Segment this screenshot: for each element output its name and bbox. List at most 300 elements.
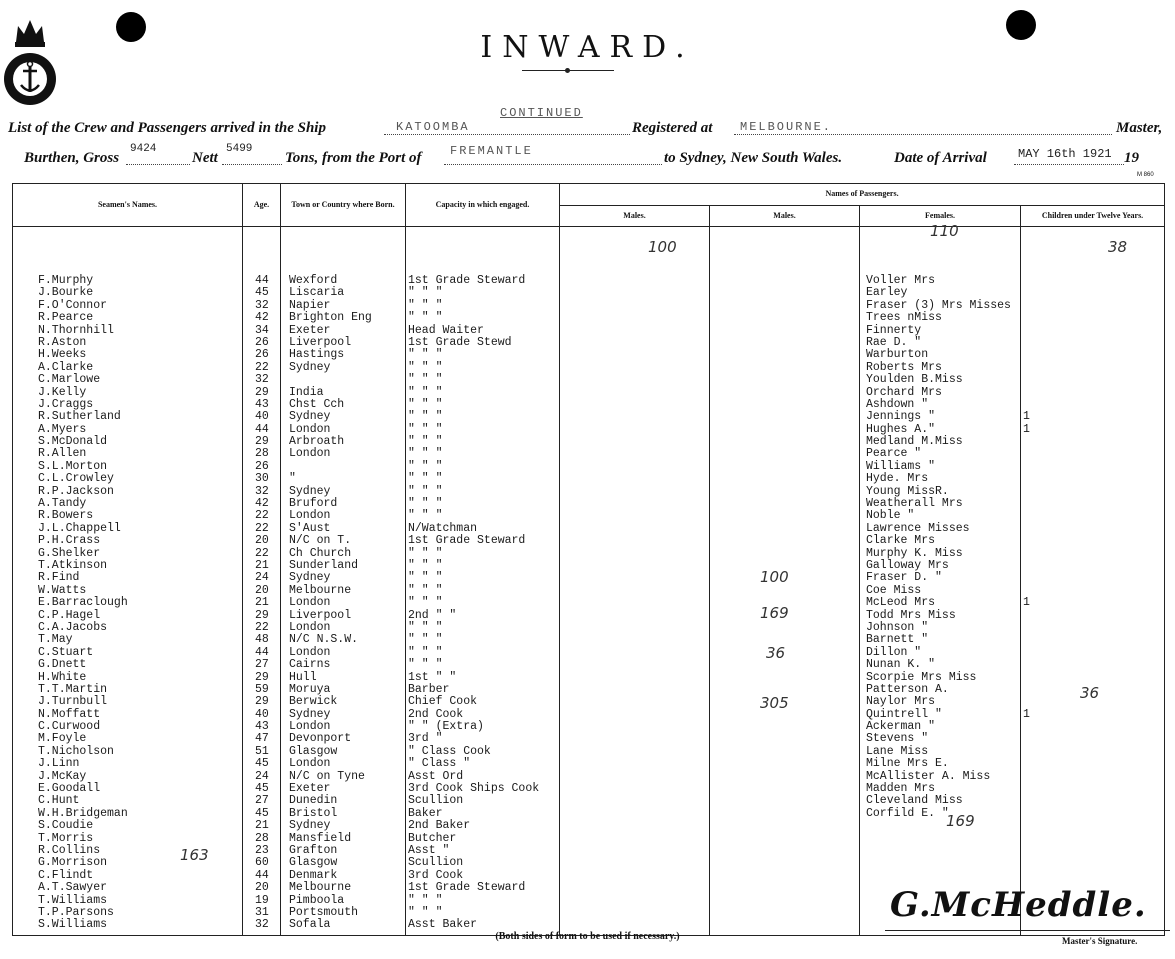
- children-count: [1023, 337, 1164, 349]
- seaman-capacity: N/Watchman: [408, 521, 478, 535]
- handwritten-crew-total: 163: [180, 846, 209, 864]
- children-count: [1023, 312, 1164, 324]
- seaman-birthplace: Melbourne: [289, 881, 352, 895]
- seaman-capacity: " " ": [408, 645, 443, 659]
- seaman-age: 48: [255, 633, 269, 647]
- female-passenger: Stevens ": [866, 732, 929, 746]
- seaman-capacity: " " (Extra): [408, 720, 484, 734]
- seaman-age: 21: [255, 596, 269, 610]
- seaman-capacity: " " ": [408, 410, 443, 424]
- seaman-capacity: " " ": [408, 893, 443, 907]
- col-females: Females.: [860, 205, 1021, 227]
- seaman-age: 60: [255, 856, 269, 870]
- seaman-capacity: Asst Baker: [408, 918, 478, 932]
- crew-list-label: List of the Crew and Passengers arrived in the Ship: [8, 120, 326, 136]
- seaman-age: 42: [255, 311, 269, 325]
- seaman-age: 26: [255, 348, 269, 362]
- seaman-age: 29: [255, 435, 269, 449]
- seaman-birthplace: Berwick: [289, 695, 338, 709]
- seaman-birthplace: Arbroath: [289, 435, 345, 449]
- seaman-name: N.Moffatt: [38, 707, 101, 721]
- seaman-birthplace: India: [289, 385, 324, 399]
- children-count: [1023, 610, 1164, 622]
- seaman-capacity: 2nd Baker: [408, 819, 471, 833]
- female-passenger: Weatherall Mrs: [866, 497, 963, 511]
- seaman-name: T.Williams: [38, 893, 108, 907]
- children-count: [1023, 672, 1164, 684]
- seaman-capacity: " " ": [408, 472, 443, 486]
- continued-stamp: CONTINUED: [500, 106, 583, 120]
- female-passenger: Young MissR.: [866, 484, 949, 498]
- seaman-age: 24: [255, 769, 269, 783]
- seaman-name: C.P.Hagel: [38, 608, 101, 622]
- female-passenger: McLeod Mrs: [866, 596, 936, 610]
- seaman-age: 29: [255, 608, 269, 622]
- female-passenger: Fraser D. ": [866, 571, 942, 585]
- seaman-age: 28: [255, 831, 269, 845]
- seaman-birthplace: London: [289, 620, 331, 634]
- female-passenger: Quintrell ": [866, 707, 942, 721]
- seaman-name: C.Curwood: [38, 720, 101, 734]
- seaman-capacity: " " ": [408, 509, 443, 523]
- female-passenger: Ashdown ": [866, 397, 929, 411]
- ship-dotline: [384, 134, 630, 135]
- children-count: [1023, 374, 1164, 386]
- seaman-name: T.P.Parsons: [38, 905, 114, 919]
- seaman-birthplace: Hastings: [289, 348, 345, 362]
- children-count: [1023, 473, 1164, 485]
- tons-label: Tons, from the Port of: [285, 150, 422, 166]
- seaman-capacity: Head Waiter: [408, 323, 484, 337]
- children-count: [1023, 659, 1164, 671]
- seaman-name: E.Barraclough: [38, 596, 128, 610]
- seaman-name: W.H.Bridgeman: [38, 806, 128, 820]
- female-passenger: Hyde. Mrs: [866, 472, 929, 486]
- seaman-birthplace: Sydney: [289, 707, 331, 721]
- seaman-name: J.Linn: [38, 757, 80, 771]
- nett-label: Nett: [192, 150, 218, 166]
- children-count: [1023, 622, 1164, 634]
- seaman-birthplace: Sofala: [289, 918, 331, 932]
- female-passenger: Naylor Mrs: [866, 695, 936, 709]
- female-passenger: Coe Miss: [866, 583, 922, 597]
- seaman-age: 45: [255, 782, 269, 796]
- seaman-capacity: " " ": [408, 298, 443, 312]
- seaman-age: 22: [255, 509, 269, 523]
- female-passenger: Murphy K. Miss: [866, 546, 963, 560]
- to-sydney-label: to Sydney, New South Wales.: [664, 150, 843, 166]
- registered-port: MELBOURNE.: [740, 120, 833, 134]
- seaman-capacity: Chief Cook: [408, 695, 478, 709]
- seaman-birthplace: Exeter: [289, 323, 331, 337]
- seaman-age: 24: [255, 571, 269, 585]
- seaman-age: 45: [255, 806, 269, 820]
- seaman-age: 42: [255, 497, 269, 511]
- seaman-age: 43: [255, 720, 269, 734]
- children-count: [1023, 287, 1164, 299]
- seaman-name: A.T.Sawyer: [38, 881, 108, 895]
- males-1-cell: [560, 227, 710, 936]
- crew-passenger-table: [12, 183, 1165, 936]
- children-cell: [1021, 227, 1165, 936]
- children-count: [1023, 510, 1164, 522]
- town-cell: [281, 227, 406, 936]
- seaman-capacity: Scullion: [408, 856, 464, 870]
- seaman-name: R.Find: [38, 571, 80, 585]
- seaman-capacity: 1st " ": [408, 670, 457, 684]
- seaman-name: S.L.Morton: [38, 459, 108, 473]
- children-count: [1023, 436, 1164, 448]
- col-males-1: Males.: [560, 205, 710, 227]
- children-count: [1023, 362, 1164, 374]
- seaman-name: R.P.Jackson: [38, 484, 114, 498]
- seaman-name: F.Murphy: [38, 274, 94, 287]
- seaman-name: J.Kelly: [38, 385, 87, 399]
- seaman-capacity: " " ": [408, 558, 443, 572]
- seaman-age: 22: [255, 546, 269, 560]
- seaman-name: G.Shelker: [38, 546, 101, 560]
- seaman-birthplace: Cairns: [289, 658, 331, 672]
- female-passenger: Todd Mrs Miss: [866, 608, 956, 622]
- burthen-label: Burthen, Gross: [24, 150, 120, 166]
- seaman-age: 22: [255, 521, 269, 535]
- seaman-birthplace: London: [289, 509, 331, 523]
- female-passenger: Rae D. ": [866, 335, 922, 349]
- children-count: [1023, 387, 1164, 399]
- female-passenger: Galloway Mrs: [866, 558, 949, 572]
- seaman-birthplace: Ch Church: [289, 546, 352, 560]
- female-passenger: Warburton: [866, 348, 929, 362]
- seaman-name: N.Thornhill: [38, 323, 114, 337]
- seaman-birthplace: N/C N.S.W.: [289, 633, 359, 647]
- female-passenger: Pearce ": [866, 447, 922, 461]
- seamen-names-cell: [13, 227, 243, 936]
- seaman-birthplace: Brighton Eng: [289, 311, 372, 325]
- children-count: [1023, 535, 1164, 547]
- seaman-age: 44: [255, 868, 269, 882]
- seaman-age: 59: [255, 682, 269, 696]
- port-dotline: [444, 164, 662, 165]
- col-age: Age.: [243, 184, 281, 227]
- seaman-birthplace: Sydney: [289, 484, 331, 498]
- handwritten-tally-36: 36: [766, 644, 786, 662]
- seaman-name: J.Bourke: [38, 286, 94, 300]
- seaman-age: 32: [255, 918, 269, 932]
- seaman-name: S.McDonald: [38, 435, 108, 449]
- seaman-capacity: Baker: [408, 806, 443, 820]
- seaman-name: J.Turnbull: [38, 695, 108, 709]
- seaman-birthplace: Sydney: [289, 571, 331, 585]
- seaman-capacity: " " ": [408, 484, 443, 498]
- female-passenger: Williams ": [866, 459, 936, 473]
- seaman-capacity: " " ": [408, 571, 443, 585]
- children-count: [1023, 461, 1164, 473]
- female-passenger: Scorpie Mrs Miss: [866, 670, 977, 684]
- seaman-capacity: " " ": [408, 360, 443, 374]
- female-passenger: Finnerty: [866, 323, 922, 337]
- seaman-capacity: " " ": [408, 373, 443, 387]
- female-passenger: Medland M.Miss: [866, 435, 963, 449]
- seaman-capacity: 3rd Cook: [408, 868, 464, 882]
- seaman-birthplace: Bruford: [289, 497, 338, 511]
- seaman-birthplace: [289, 374, 405, 386]
- seaman-age: 20: [255, 583, 269, 597]
- seaman-name: R.Collins: [38, 843, 101, 857]
- seaman-age: 32: [255, 484, 269, 498]
- female-passenger: Ackerman ": [866, 720, 936, 734]
- children-count: 1: [1023, 707, 1030, 721]
- seaman-age: 20: [255, 881, 269, 895]
- seaman-birthplace: Bristol: [289, 806, 338, 820]
- arrival-dotline: [1014, 164, 1124, 165]
- handwritten-tally-305: 305: [760, 694, 789, 712]
- seaman-capacity: 1st Grade Steward: [408, 881, 526, 895]
- seaman-age: 45: [255, 286, 269, 300]
- seaman-birthplace: Exeter: [289, 782, 331, 796]
- seaman-age: 30: [255, 472, 269, 486]
- children-count: [1023, 585, 1164, 597]
- gross-value: 9424: [130, 143, 157, 155]
- seaman-capacity: " " ": [408, 546, 443, 560]
- seaman-capacity: 2nd Cook: [408, 707, 464, 721]
- seaman-capacity: 3rd ": [408, 732, 443, 746]
- female-passenger: Madden Mrs: [866, 782, 936, 796]
- seaman-birthplace: Glasgow: [289, 856, 338, 870]
- seaman-name: S.Williams: [38, 918, 108, 932]
- seaman-capacity: " " ": [408, 286, 443, 300]
- handwritten-children-count: 38: [1108, 238, 1128, 256]
- seaman-capacity: " " ": [408, 447, 443, 461]
- female-passenger: Patterson A.: [866, 682, 949, 696]
- children-count: [1023, 634, 1164, 646]
- seaman-name: H.Weeks: [38, 348, 87, 362]
- footer-note: (Both sides of form to be used if necessary.): [495, 931, 680, 942]
- seaman-birthplace: [289, 461, 405, 473]
- seaman-birthplace: Sydney: [289, 410, 331, 424]
- seaman-birthplace: Glasgow: [289, 744, 338, 758]
- seaman-capacity: " " ": [408, 311, 443, 325]
- seaman-birthplace: Dunedin: [289, 794, 338, 808]
- seaman-capacity: Scullion: [408, 794, 464, 808]
- seaman-age: 27: [255, 794, 269, 808]
- page-title: INWARD.: [480, 30, 695, 65]
- seaman-birthplace: Mansfield: [289, 831, 352, 845]
- seaman-name: H.White: [38, 670, 87, 684]
- seaman-birthplace: Wexford: [289, 274, 338, 287]
- seaman-birthplace: N/C on T.: [289, 534, 352, 548]
- arrival-year-suffix: 19: [1124, 150, 1139, 166]
- seaman-birthplace: Sunderland: [289, 558, 359, 572]
- seaman-name: R.Aston: [38, 335, 87, 349]
- seaman-name: A.Myers: [38, 422, 87, 436]
- seaman-age: 29: [255, 385, 269, 399]
- seaman-age: 47: [255, 732, 269, 746]
- seaman-birthplace: Liverpool: [289, 608, 352, 622]
- seaman-name: R.Bowers: [38, 509, 94, 523]
- children-count: 1: [1023, 596, 1030, 610]
- signature-caption: Master's Signature.: [1062, 936, 1138, 946]
- seaman-name: T.May: [38, 633, 73, 647]
- seaman-name: J.Craggs: [38, 397, 94, 411]
- female-passenger: Orchard Mrs: [866, 385, 942, 399]
- seaman-capacity: 3rd Cook Ships Cook: [408, 782, 540, 796]
- seaman-capacity: Asst ": [408, 843, 450, 857]
- col-capacity: Capacity in which engaged.: [406, 184, 560, 227]
- seaman-capacity: " Class ": [408, 757, 471, 771]
- seaman-age: 51: [255, 744, 269, 758]
- seaman-name: A.Tandy: [38, 497, 87, 511]
- seaman-name: G.Morrison: [38, 856, 108, 870]
- children-count: [1023, 548, 1164, 560]
- seaman-birthplace: Hull: [289, 670, 317, 684]
- seaman-name: R.Allen: [38, 447, 87, 461]
- master-label: Master,: [1116, 120, 1163, 136]
- seaman-capacity: " " ": [408, 422, 443, 436]
- seaman-birthplace: Pimboola: [289, 893, 345, 907]
- seaman-capacity: 1st Grade Steward: [408, 274, 526, 287]
- seaman-name: W.Watts: [38, 583, 87, 597]
- seaman-name: T.Morris: [38, 831, 94, 845]
- seaman-age: 45: [255, 757, 269, 771]
- title-ornament: [565, 68, 570, 73]
- seaman-capacity: 1st Grade Stewd: [408, 335, 512, 349]
- seaman-age: 22: [255, 360, 269, 374]
- female-passenger: Voller Mrs: [866, 274, 936, 287]
- seaman-capacity: " " ": [408, 905, 443, 919]
- seaman-capacity: " " ": [408, 397, 443, 411]
- seaman-birthplace: Napier: [289, 298, 331, 312]
- seaman-age: 20: [255, 534, 269, 548]
- seaman-name: T.Atkinson: [38, 558, 108, 572]
- seaman-birthplace: Liverpool: [289, 335, 352, 349]
- children-count: 1: [1023, 422, 1030, 436]
- seaman-capacity: " " ": [408, 620, 443, 634]
- seaman-name: R.Sutherland: [38, 410, 121, 424]
- arrival-date: MAY 16th 1921: [1018, 147, 1112, 161]
- seaman-birthplace: Chst Cch: [289, 397, 345, 411]
- seaman-birthplace: N/C on Tyne: [289, 769, 365, 783]
- children-count: [1023, 572, 1164, 584]
- seaman-name: T.Nicholson: [38, 744, 114, 758]
- seaman-name: A.Clarke: [38, 360, 94, 374]
- age-cell: [243, 227, 281, 936]
- seaman-age: 21: [255, 819, 269, 833]
- female-passenger: Cleveland Miss: [866, 794, 963, 808]
- seaman-name: C.A.Jacobs: [38, 620, 108, 634]
- handwritten-children-total: 36: [1080, 684, 1100, 702]
- col-males-2: Males.: [710, 205, 860, 227]
- col-passengers: Names of Passengers.: [560, 184, 1165, 206]
- seaman-name: R.Pearce: [38, 311, 94, 325]
- nett-dotline: [222, 164, 282, 165]
- female-passenger: Dillon ": [866, 645, 922, 659]
- seaman-capacity: " " ": [408, 385, 443, 399]
- gross-dotline: [126, 164, 190, 165]
- seaman-birthplace: Grafton: [289, 843, 338, 857]
- female-passenger: Corfild E. ": [866, 806, 949, 820]
- children-count: [1023, 647, 1164, 659]
- children-count: [1023, 486, 1164, 498]
- seaman-age: 43: [255, 397, 269, 411]
- seaman-name: F.O'Connor: [38, 298, 108, 312]
- female-passenger: Johnson ": [866, 620, 929, 634]
- handwritten-females-total: 169: [946, 812, 975, 830]
- seaman-capacity: Asst Ord: [408, 769, 464, 783]
- seaman-age: 44: [255, 645, 269, 659]
- seaman-age: 29: [255, 670, 269, 684]
- children-count: [1023, 498, 1164, 510]
- seaman-birthplace: ": [289, 472, 296, 486]
- seaman-capacity: " " ": [408, 348, 443, 362]
- seaman-capacity: " " ": [408, 435, 443, 449]
- seaman-age: 28: [255, 447, 269, 461]
- handwritten-tally-169: 169: [760, 604, 789, 622]
- female-passenger: Trees nMiss: [866, 311, 942, 325]
- female-passenger: Nunan K. ": [866, 658, 936, 672]
- female-passenger: Jennings ": [866, 410, 936, 424]
- seaman-capacity: " " ": [408, 596, 443, 610]
- seaman-birthplace: Devonport: [289, 732, 352, 746]
- seaman-capacity: 1st Grade Steward: [408, 534, 526, 548]
- seaman-name: P.H.Crass: [38, 534, 101, 548]
- seaman-name: E.Goodall: [38, 782, 101, 796]
- seaman-age: 32: [255, 298, 269, 312]
- children-count: [1023, 523, 1164, 535]
- seaman-name: T.T.Martin: [38, 682, 108, 696]
- children-count: [1023, 300, 1164, 312]
- female-passenger: Youlden B.Miss: [866, 373, 963, 387]
- seaman-age: 40: [255, 410, 269, 424]
- seaman-capacity: " " ": [408, 583, 443, 597]
- seaman-age: 26: [255, 459, 269, 473]
- header-line1-lead: [8, 120, 326, 137]
- handwritten-males-count: 100: [648, 238, 677, 256]
- seaman-name: S.Coudie: [38, 819, 94, 833]
- seaman-capacity: " Class Cook: [408, 744, 491, 758]
- registered-dotline: [734, 134, 1112, 135]
- seaman-birthplace: London: [289, 645, 331, 659]
- seaman-name: G.Dnett: [38, 658, 87, 672]
- seaman-birthplace: London: [289, 447, 331, 461]
- female-passenger: Noble ": [866, 509, 915, 523]
- registered-label: Registered at: [632, 120, 713, 136]
- seaman-capacity: " " ": [408, 658, 443, 672]
- female-passenger: Roberts Mrs: [866, 360, 942, 374]
- children-count: [1023, 399, 1164, 411]
- seaman-capacity: " " ": [408, 633, 443, 647]
- from-port: FREMANTLE: [450, 144, 533, 158]
- seaman-name: C.Flindt: [38, 868, 94, 882]
- seaman-birthplace: S'Aust: [289, 521, 331, 535]
- handwritten-females-count: 110: [930, 222, 959, 240]
- female-passenger: Milne Mrs E.: [866, 757, 949, 771]
- seaman-age: 32: [255, 373, 269, 387]
- col-town: Town or Country where Born.: [281, 184, 406, 227]
- female-passenger: Hughes A.": [866, 422, 936, 436]
- seaman-birthplace: Denmark: [289, 868, 338, 882]
- seaman-age: 31: [255, 905, 269, 919]
- seaman-name: J.McKay: [38, 769, 87, 783]
- form-number: M 860: [1137, 172, 1154, 178]
- female-passenger: Barnett ": [866, 633, 929, 647]
- seaman-name: J.L.Chappell: [38, 521, 121, 535]
- seaman-age: 40: [255, 707, 269, 721]
- children-count: [1023, 325, 1164, 337]
- seaman-name: C.L.Crowley: [38, 472, 114, 486]
- ship-name: KATOOMBA: [396, 120, 470, 134]
- seaman-age: 27: [255, 658, 269, 672]
- col-children: Children under Twelve Years.: [1021, 205, 1165, 227]
